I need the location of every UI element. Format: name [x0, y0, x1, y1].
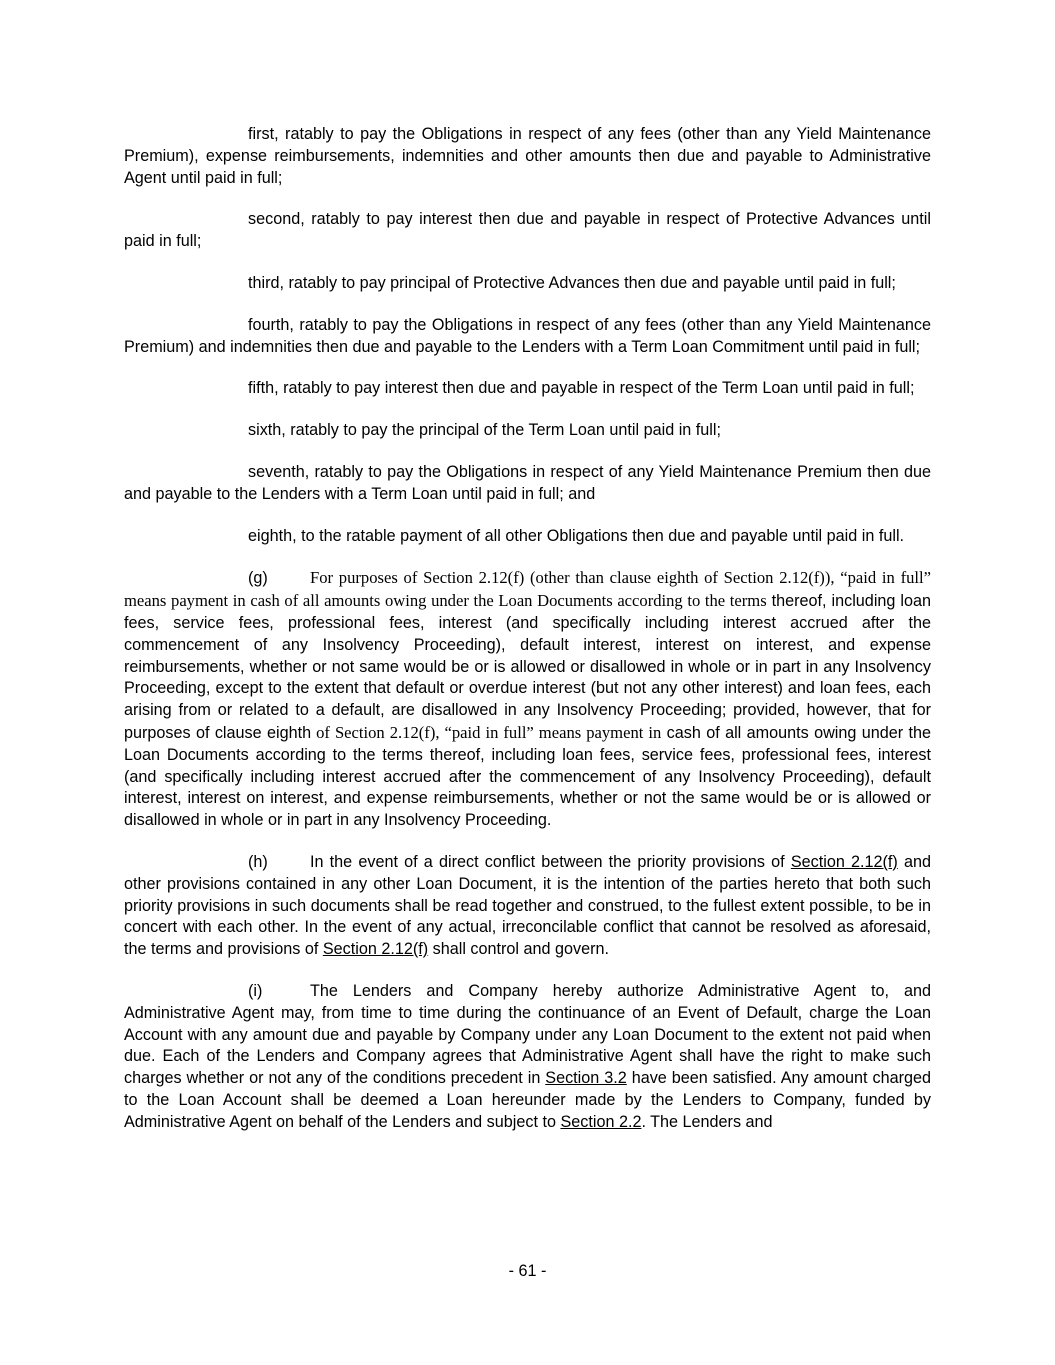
section-i-text-2: have been satisfied. Any amount charged to the Loan Account shall be deemed a Loan hereunder made by the Lenders to Company, funded by Administrative Agent on behalf of the Lenders and subject to — [124, 1069, 932, 1131]
section-h-reference-1: Section 2.12(f) — [790, 852, 898, 871]
section-h-label: (h) — [248, 852, 268, 871]
document-body — [124, 124, 931, 1133]
section-h-text-2: and other provisions contained in any other Loan Document, it is the intention of the parties hereto that both such priority provisions in such documents shall be read together and construed, to the fullest extent possible, to be in concert with each other. In the event of any actual, irreconcilable conflict that cannot be resolved as aforesaid, the terms and provisions of — [124, 852, 931, 959]
section-i-text-3: . The Lenders and — [641, 1112, 773, 1131]
section-g-text-1: thereof, including loan fees, service fees, professional fees, interest (and specifically including interest accrued after the commencement of any Insolvency Proceeding), default interest, interest on interest, and expense reimbursements, whether or not same would be or is allowed or disallowed in whole or in part in any Insolvency Proceeding, except to the extent that default or overdue interest (but not any other interest) and loan fees, each arising from or related to a default, are disallowed in any Insolvency Proceeding; provided, however, that for purposes of clause eighth — [124, 592, 931, 742]
section-i-label: (i) — [248, 981, 263, 1000]
section-g — [124, 567, 931, 832]
page-number: - 61 - — [508, 1262, 547, 1280]
section-i-text-1: The Lenders and Company hereby authorize Administrative Agent to, and Administrative Agent may, from time to time during the continuance of an Event of Default, charge the Loan Account with any amount due and payable by Company under any Loan Document to the extent not paid when due. Each of the Lenders and Company agrees that Administrative Agent shall have the right to make such charges whether or not any of the conditions precedent in — [124, 981, 931, 1088]
clause-third: third, ratably to pay principal of Protective Advances then due and payable until paid in full; — [248, 273, 896, 292]
section-g-label: (g) — [248, 569, 268, 588]
section-g-text-2: cash of all amounts owing under the Loan Documents according to the terms thereof, including loan fees, service fees, professional fees, interest (and specifically including interest accrued after the commencement of any Insolvency Proceeding), default interest, interest on interest, and expense reimbursements, whether or not the same would be or is allowed or disallowed in whole or in part in any Insolvency Proceeding. — [124, 723, 932, 830]
section-g-text-serif-2: of Section 2.12(f), “paid in full” means payment in — [311, 722, 662, 742]
section-h — [124, 852, 931, 961]
clause-first: first, ratably to pay the Obligations in respect of any fees (other than any Yield Maintenance Premium), expense reimbursements, indemnities and other amounts then due and payable to Administrative Agent until paid in full; — [124, 125, 931, 187]
clause-sixth: sixth, ratably to pay the principal of the Term Loan until paid in full; — [248, 421, 722, 440]
section-h-text-1: In the event of a direct conflict between the priority provisions of — [310, 852, 791, 871]
section-i-reference-2: Section 2.2 — [560, 1112, 642, 1131]
section-i — [124, 981, 931, 1134]
clause-seventh: seventh, ratably to pay the Obligations in respect of any Yield Maintenance Premium then due and payable to the Lenders with a Term Loan until paid in full; and — [124, 462, 931, 503]
section-h-reference-2: Section 2.12(f) — [322, 940, 429, 959]
section-g-text-serif-1: For purposes of Section 2.12(f) (other than clause eighth of Section 2.12(f)), “paid in full” means payment in cash of all amounts owing under the Loan Documents according to the terms — [124, 568, 931, 611]
section-h-text-3: shall control and govern. — [428, 940, 609, 959]
clause-fourth: fourth, ratably to pay the Obligations in respect of any fees (other than any Yield Maintenance Premium) and indemnities then due and payable to the Lenders with a Term Loan Commitment until paid in full; — [124, 315, 931, 356]
clause-fifth: fifth, ratably to pay interest then due and payable in respect of the Term Loan until paid in full; — [248, 379, 915, 398]
clause-eighth: eighth, to the ratable payment of all other Obligations then due and payable until paid in full. — [248, 526, 905, 545]
clause-second: second, ratably to pay interest then due and payable in respect of Protective Advances until paid in full; — [124, 210, 931, 251]
section-i-reference-1: Section 3.2 — [545, 1069, 627, 1088]
